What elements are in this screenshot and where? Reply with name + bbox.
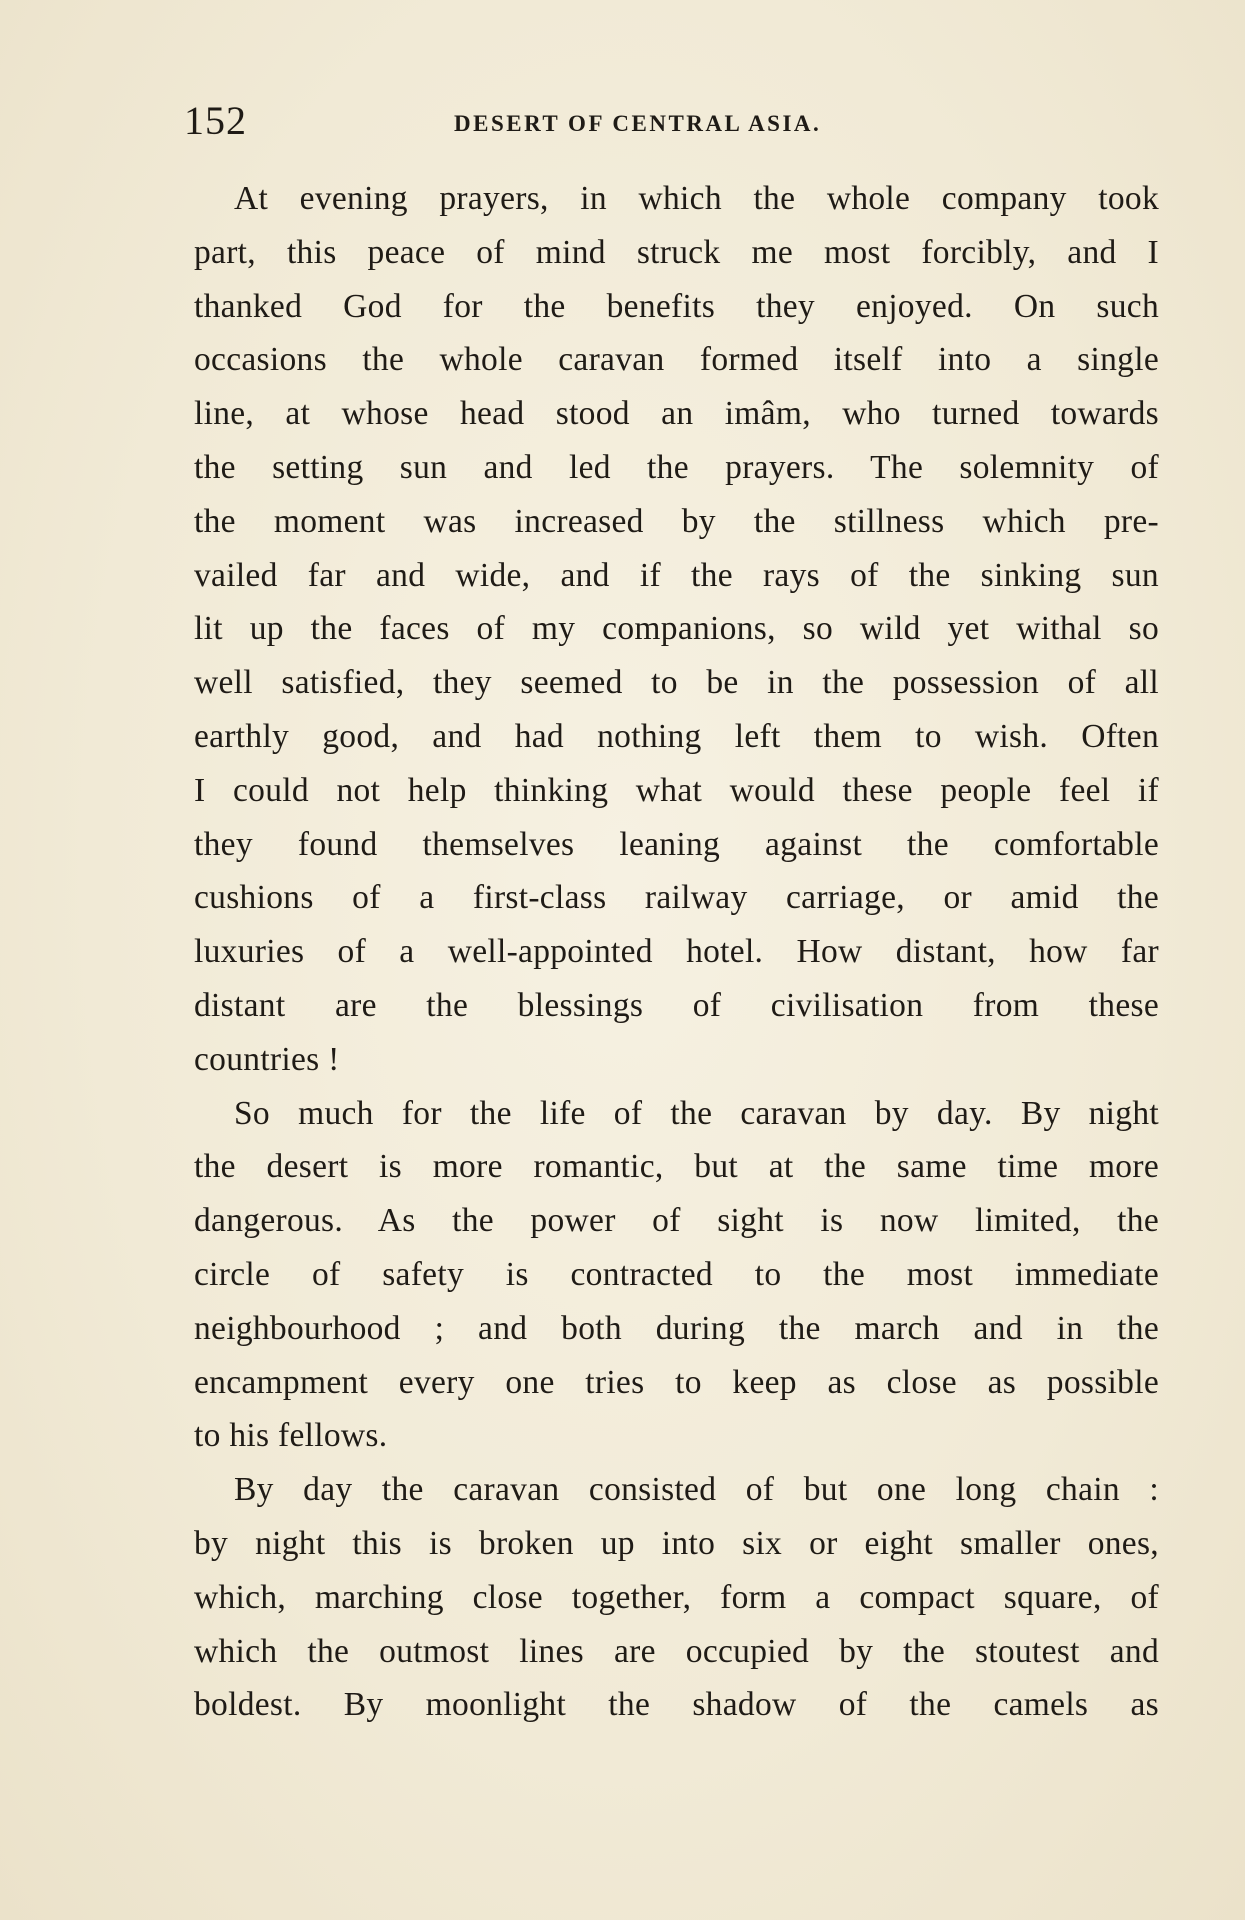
text-line: the desert is more romantic, but at the same time more [194, 1148, 1159, 1186]
text-line: At evening prayers, in which the whole company took [234, 180, 1159, 217]
text-line: earthly good, and had nothing left them to wish. Often [194, 717, 1159, 755]
text-line: cushions of a first-class railway carriage, or amid the [194, 879, 1159, 917]
text-line: by night this is broken up into six or eight smaller ones, [194, 1524, 1159, 1562]
paragraph-3 [194, 1463, 1159, 1732]
text-line: which the outmost lines are occupied by the stoutest and [194, 1632, 1159, 1670]
paragraph-1 [194, 172, 1159, 1087]
text-line: vailed far and wide, and if the rays of the sinking sun [194, 556, 1159, 594]
text-line: well satisfied, they seemed to be in the possession of all [194, 664, 1159, 702]
paragraph-2 [194, 1087, 1159, 1464]
text-line: So much for the life of the caravan by day. By night [234, 1094, 1159, 1132]
text-line: I could not help thinking what would these people feel if [194, 771, 1159, 809]
page-header [184, 96, 1164, 146]
text-line: luxuries of a well-appointed hotel. How distant, how far [194, 933, 1159, 971]
text-line: neighbourhood ; and both during the march and in the [194, 1309, 1159, 1347]
body-text [194, 172, 1159, 1732]
text-line: countries ! [194, 1040, 340, 1078]
running-head: DESERT OF CENTRAL ASIA. [454, 111, 822, 136]
text-line: the setting sun and led the prayers. The solemnity of [194, 448, 1159, 486]
page-number: 152 [184, 98, 247, 143]
text-line: dangerous. As the power of sight is now limited, the [194, 1202, 1159, 1240]
text-line: circle of safety is contracted to the most immediate [194, 1255, 1159, 1293]
text-line: the moment was increased by the stillness which pre- [194, 502, 1159, 540]
text-line: line, at whose head stood an imâm, who turned towards [194, 395, 1159, 433]
text-line: they found themselves leaning against the comfortable [194, 825, 1159, 863]
text-line: By day the caravan consisted of but one long chain : [234, 1471, 1159, 1509]
text-line: distant are the blessings of civilisation from these [194, 986, 1159, 1024]
text-line: part, this peace of mind struck me most forcibly, and I [194, 233, 1159, 271]
text-line: to his fellows. [194, 1417, 388, 1455]
text-line: encampment every one tries to keep as close as possible [194, 1363, 1159, 1401]
text-line: boldest. By moonlight the shadow of the camels as [194, 1686, 1159, 1724]
text-line: thanked God for the benefits they enjoyed. On such [194, 287, 1159, 325]
text-line: which, marching close together, form a compact square, of [194, 1578, 1159, 1616]
text-line: occasions the whole caravan formed itself into a single [194, 341, 1159, 379]
text-line: lit up the faces of my companions, so wild yet withal so [194, 610, 1159, 648]
